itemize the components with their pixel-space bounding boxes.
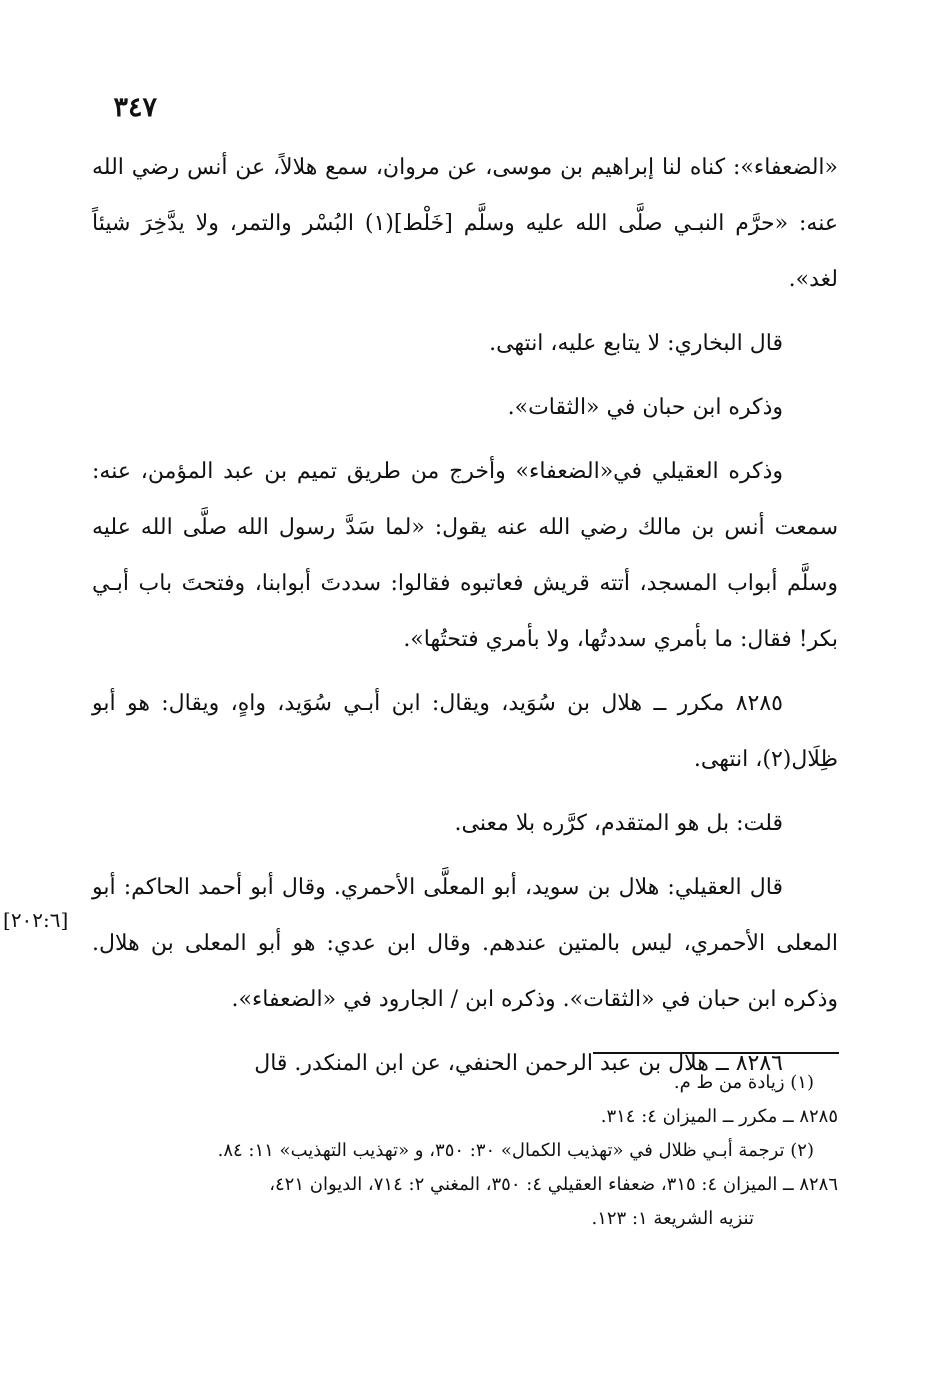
- main-text: [92, 140, 838, 1092]
- paragraph-1: «الضعفاء»: كناه لنا إبراهيم بن موسى، عن مروان، سمع هلالاً، عن أنس رضي الله عنه: «حرَّم النبـي صلَّى الله عليه وسلَّم [خَلْط](١) البُسْر والتمر، ولا يدَّخِرَ شيئاً لغد».: [92, 155, 838, 292]
- footnote-1: (١) زيادة من ط م.: [673, 1072, 814, 1093]
- entry-8285: ٨٢٨٥ مكرر ــ هلال بن سُوَيد، ويقال: ابن أبـي سُوَيد، واهٍ، ويقال: هو أبو ظِلَال(٢)، انتهى.: [92, 691, 838, 772]
- paragraph-2: قال البخاري: لا يتابع عليه، انتهى.: [489, 331, 783, 356]
- footnote-8286-continued: تنزيه الشريعة ١: ١٢٣.: [591, 1208, 754, 1229]
- footnotes: [92, 1066, 838, 1236]
- footnote-8286: ٨٢٨٦ ــ الميزان ٤: ٣١٥، ضعفاء العقيلي ٤: ٣٥٠، المغني ٢: ٧١٤، الديوان ٤٢١،: [269, 1174, 838, 1195]
- footnote-2: (٢) ترجمة أبـي ظلال في «تهذيب الكمال» ٣٠: ٣٥٠، و «تهذيب التهذيب» ١١: ٨٤.: [217, 1140, 814, 1161]
- page-number: ٣٤٧: [113, 92, 157, 123]
- entry-8286: ٨٢٨٦ ــ هلال بن عبد الرحمن الحنفي، عن ابن المنكدر. قال: [254, 1051, 783, 1076]
- paragraph-4: وذكره العقيلي في«الضعفاء» وأخرج من طريق تميم بن عبد المؤمن، عنه: سمعت أنس بن مالك رضي الله عنه يقول: «لما سَدَّ رسول الله صلَّى الله عليه وسلَّم أبواب المسجد، أتته قريش فعاتبوه فقالوا: سددتَ أبوابنا، وفتحتَ باب أبـي بكر! فقال: ما بأمري سددتُها، ولا بأمري فتحتُها».: [92, 459, 839, 652]
- paragraph-6: قلت: بل هو المتقدم، كرَّره بلا معنى.: [454, 811, 783, 836]
- footnote-divider: [593, 1052, 839, 1054]
- footnote-8285: ٨٢٨٥ ــ مكرر ــ الميزان ٤: ٣١٤.: [600, 1106, 838, 1127]
- margin-reference: [٢٠٢:٦]: [3, 908, 69, 932]
- paragraph-7: قال العقيلي: هلال بن سويد، أبو المعلَّى الأحمري. وقال أبو أحمد الحاكم: أبو المعلى الأحمري، ليس بالمتين عندهم. وقال ابن عدي: هو أبو المعلى بن هلال. وذكره ابن حبان في «الثقات». وذكره ابن / الجارود في «الضعفاء».: [92, 875, 838, 1012]
- paragraph-3: وذكره ابن حبان في «الثقات».: [507, 395, 783, 420]
